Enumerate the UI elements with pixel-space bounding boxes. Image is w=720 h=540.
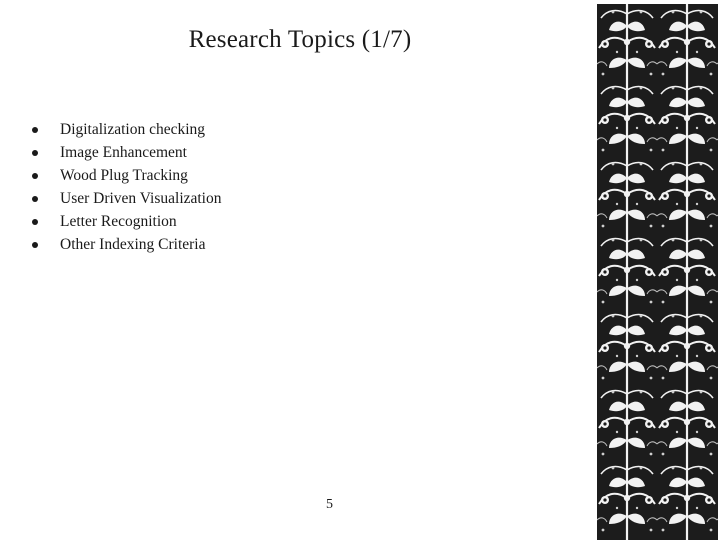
list-item [32,210,222,233]
page-number: 5 [326,497,333,512]
list-item [32,187,222,210]
bullet-list [32,118,222,256]
list-item-text: User Driven Visualization [60,190,222,207]
list-item-text: Image Enhancement [60,144,187,161]
list-item-text: Other Indexing Criteria [60,236,206,253]
slide-title: Research Topics (1/7) [188,26,412,53]
bullet-icon [32,196,38,202]
list-item [32,164,222,187]
list-item-text: Digitalization checking [60,121,206,138]
list-item [32,141,222,164]
floral-pattern-icon [597,4,718,540]
bullet-icon [32,127,38,133]
list-item-text: Letter Recognition [60,213,177,230]
list-item-text: Wood Plug Tracking [60,167,188,184]
bullet-icon [32,219,38,225]
list-item [32,233,222,256]
bullet-icon [32,173,38,179]
list-item [32,118,222,141]
bullet-icon [32,242,38,248]
bullet-icon [32,150,38,156]
